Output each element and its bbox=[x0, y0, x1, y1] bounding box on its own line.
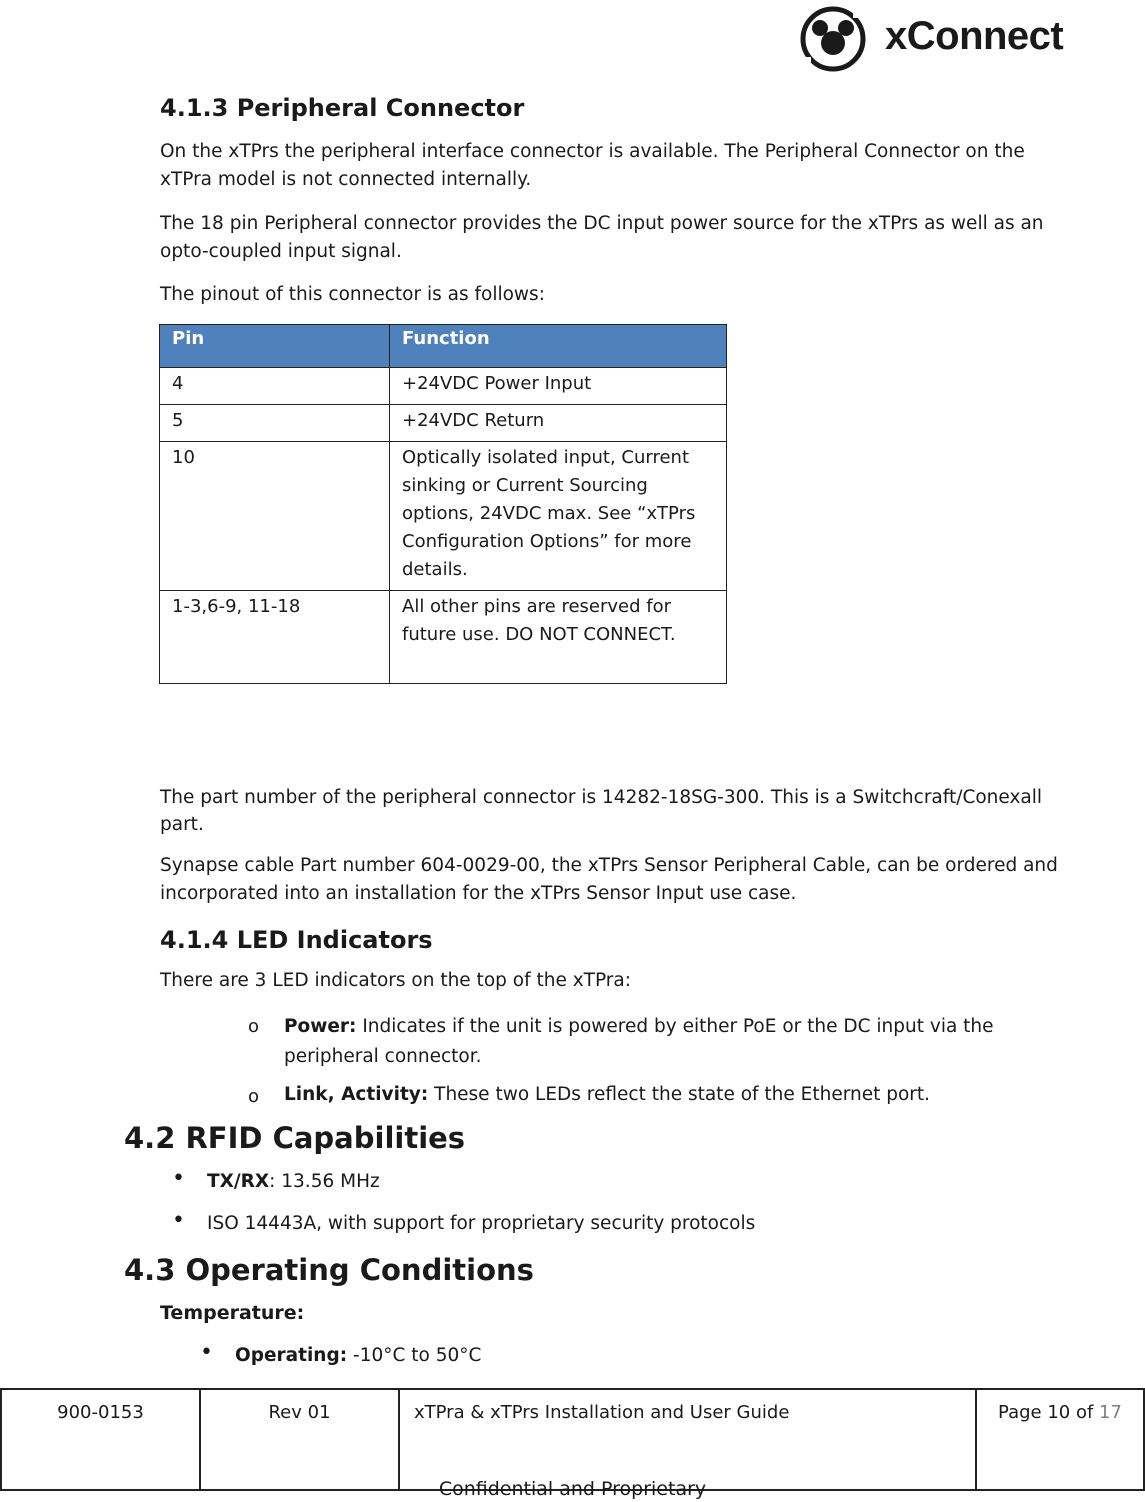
pinout-table bbox=[159, 324, 727, 684]
company-logo bbox=[795, 2, 1075, 72]
text-power: Indicates if the unit is powered by either PoE or the DC input via the peripheral connector. bbox=[284, 1016, 994, 1067]
cell-function: +24VDC Return bbox=[390, 405, 727, 442]
paragraph-pinout: The pinout of this connector is as follows: bbox=[160, 284, 545, 305]
cell-pin: 5 bbox=[160, 405, 390, 442]
label-link-activity: Link, Activity: bbox=[284, 1084, 429, 1105]
circle-bullet-icon: o bbox=[248, 1086, 260, 1107]
footer-page-total: 17 bbox=[1099, 1402, 1122, 1423]
footer-doc-number: 900-0153 bbox=[1, 1389, 200, 1490]
list-item-operating bbox=[235, 1342, 1135, 1370]
footer-page bbox=[976, 1389, 1144, 1490]
label-tx-rx: TX/RX bbox=[207, 1171, 270, 1192]
text-tx-rx: : 13.56 MHz bbox=[269, 1171, 380, 1192]
cell-function: Optically isolated input, Current sinking or Current Sourcing options, 24VDC max. See “xTPrs Configuration Options” for more details. bbox=[390, 442, 727, 591]
cell-function: All other pins are reserved for future use. DO NOT CONNECT. bbox=[390, 591, 727, 684]
cell-pin: 10 bbox=[160, 442, 390, 591]
header-function: Function bbox=[390, 325, 727, 368]
cell-function: +24VDC Power Input bbox=[390, 368, 727, 405]
paragraph-18-pin: The 18 pin Peripheral connector provides the DC input power source for the xTPrs as well as an opto-coupled input signal. bbox=[160, 213, 1044, 262]
footer-title: xTPra & xTPrs Installation and User Guide bbox=[399, 1389, 976, 1490]
table-row bbox=[160, 368, 727, 405]
confidential-notice: Confidential and Proprietary bbox=[438, 1478, 707, 1500]
mouse-ears-logo-icon bbox=[795, 2, 881, 72]
table-row bbox=[160, 405, 727, 442]
heading-4-1-4: 4.1.4 LED Indicators bbox=[160, 926, 433, 954]
list-item-link-activity bbox=[284, 1081, 1074, 1109]
text-link-activity: These two LEDs reflect the state of the Ethernet port. bbox=[434, 1084, 931, 1105]
label-power: Power: bbox=[284, 1016, 357, 1037]
text-operating: -10°C to 50°C bbox=[353, 1345, 482, 1366]
footer-page-prefix: Page 10 of bbox=[998, 1402, 1100, 1423]
table-row bbox=[160, 442, 727, 591]
bullet-dot-icon: • bbox=[172, 1208, 185, 1233]
heading-4-1-3: 4.1.3 Peripheral Connector bbox=[160, 94, 525, 122]
paragraph-synapse-cable: Synapse cable Part number 604-0029-00, the xTPrs Sensor Peripheral Cable, can be ordered and incorporated into an installation for the xTPrs Sensor Input use case. bbox=[160, 855, 1058, 904]
list-item-tx-rx bbox=[207, 1168, 1107, 1196]
heading-4-2: 4.2 RFID Capabilities bbox=[124, 1121, 466, 1155]
heading-4-3: 4.3 Operating Conditions bbox=[124, 1253, 534, 1287]
bullet-dot-icon: • bbox=[172, 1166, 185, 1191]
bullet-dot-icon: • bbox=[200, 1340, 213, 1365]
paragraph-led-intro: There are 3 LED indicators on the top of the xTPra: bbox=[160, 970, 631, 991]
paragraph-peripheral-intro: On the xTPrs the peripheral interface connector is available. The Peripheral Connector on the xTPra model is not connected internally. bbox=[160, 141, 1025, 190]
footer-table bbox=[0, 1388, 1145, 1491]
list-item-power bbox=[284, 1012, 1074, 1072]
table-header-row bbox=[160, 325, 727, 368]
list-item-iso: ISO 14443A, with support for proprietary security protocols bbox=[207, 1213, 756, 1234]
cell-pin: 4 bbox=[160, 368, 390, 405]
page-footer bbox=[0, 1388, 1145, 1491]
table-row bbox=[160, 591, 727, 684]
logo-text: xConnect bbox=[885, 14, 1064, 58]
header-pin: Pin bbox=[160, 325, 390, 368]
cell-pin: 1-3,6-9, 11-18 bbox=[160, 591, 390, 684]
paragraph-part-number: The part number of the peripheral connector is 14282-18SG-300. This is a Switchcraft/Conexall part. bbox=[160, 787, 1043, 835]
footer-revision: Rev 01 bbox=[200, 1389, 399, 1490]
circle-bullet-icon: o bbox=[248, 1016, 260, 1037]
label-operating: Operating: bbox=[235, 1345, 348, 1366]
subheading-temperature: Temperature: bbox=[160, 1302, 305, 1324]
